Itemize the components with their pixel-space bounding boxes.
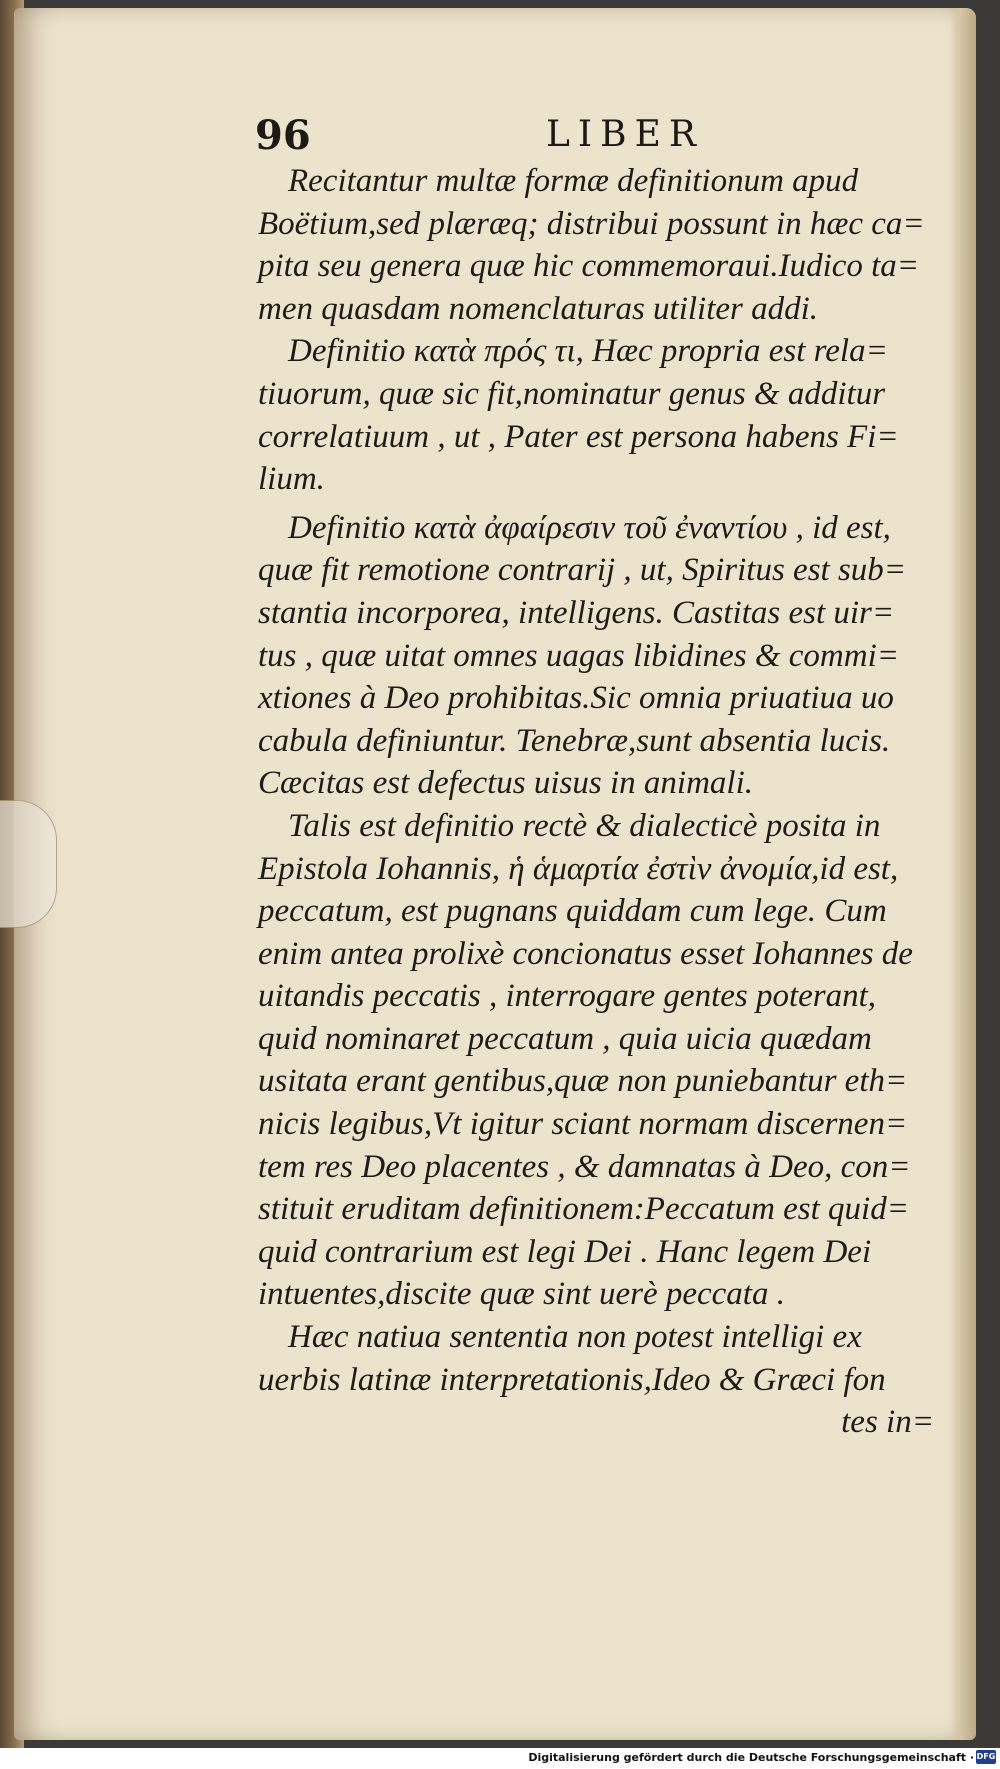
page-number: 96 xyxy=(255,112,311,159)
page-holder-clip xyxy=(0,800,57,928)
text-line: cabula definiuntur. Tenebræ,sunt absentia lucis. xyxy=(258,722,891,759)
text-line: correlatiuum , ut , Pater est persona habens Fi= xyxy=(258,418,899,455)
text-line: quid contrarium est legi Dei . Hanc legem Dei xyxy=(258,1233,872,1270)
text-line: tus , quæ uitat omnes uagas libidines & commi= xyxy=(258,637,900,674)
text-line: quæ fit remotione contrarij , ut, Spiritus est sub= xyxy=(258,552,907,589)
catchword: tes in= xyxy=(841,1404,934,1441)
page-fore-edge xyxy=(950,8,976,1740)
text-line: tiuorum, quæ sic fit,nominatur genus & additur xyxy=(258,375,886,412)
text-line: intuentes,discite quæ sint uerè peccata . xyxy=(258,1276,785,1313)
running-head: LIBER xyxy=(546,114,704,155)
text-line: peccatum, est pugnans quiddam cum lege. Cum xyxy=(258,893,887,930)
text-line: lium. xyxy=(258,461,325,498)
text-line: uitandis peccatis , interrogare gentes poterant, xyxy=(258,978,877,1015)
text-line: pita seu genera quæ hic commemoraui.Iudico ta= xyxy=(258,248,920,285)
text-line: Boëtium,sed plæræq; distribui possunt in hæc ca= xyxy=(258,205,925,242)
text-line: enim antea prolixè concionatus esset Iohannes de xyxy=(258,935,913,972)
text-line: Talis est definitio rectè & dialecticè posita in xyxy=(288,807,881,844)
text-line: stituit eruditam definitionem:Peccatum est quid= xyxy=(258,1191,909,1228)
text-body xyxy=(258,160,938,1444)
text-line: tem res Deo placentes , & damnatas à Deo, con= xyxy=(258,1148,911,1185)
text-line: quid nominaret peccatum , quia uicia quædam xyxy=(258,1020,872,1057)
text-line: xtiones à Deo prohibitas.Sic omnia priuatiua uo xyxy=(258,680,894,717)
text-line: Definitio κατὰ ἀφαίρεσιν τοῦ ἐναντίου , id est, xyxy=(288,509,891,546)
text-line: Cæcitas est defectus uisus in animali. xyxy=(258,765,753,802)
text-line: Epistola Iohannis, ἡ ἁμαρτία ἐστὶν ἀνομία,id est, xyxy=(258,850,899,887)
text-line: usitata erant gentibus,quæ non puniebantur eth= xyxy=(258,1063,908,1100)
text-line: men quasdam nomenclaturas utiliter addi. xyxy=(258,290,819,327)
text-line: uerbis latinæ interpretationis,Ideo & Græci fon xyxy=(258,1361,886,1398)
digitization-credit: Digitalisierung gefördert durch die Deutsche Forschungsgemeinschaft · xyxy=(528,1751,974,1764)
text-line: Hæc natiua sententia non potest intelligi ex xyxy=(288,1319,862,1356)
dfg-logo: DFG xyxy=(976,1750,996,1764)
text-line: nicis legibus,Vt igitur sciant normam discernen= xyxy=(258,1106,908,1143)
text-line: Recitantur multæ formæ definitionum apud xyxy=(288,163,859,199)
text-line: Definitio κατὰ πρός τι, Hæc propria est rela= xyxy=(288,333,888,370)
text-line: stantia incorporea, intelligens. Castitas est uir= xyxy=(258,594,895,631)
